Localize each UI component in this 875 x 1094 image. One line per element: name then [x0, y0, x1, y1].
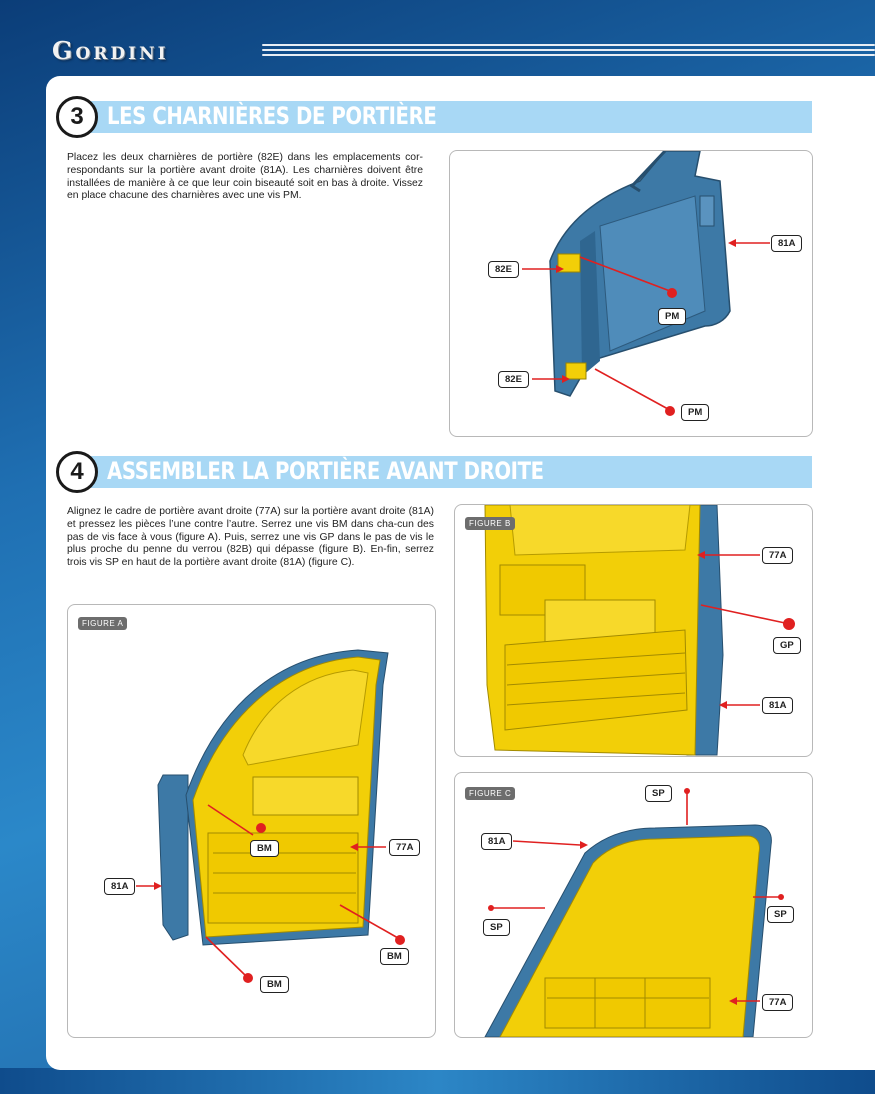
callout-BM-top: BM — [250, 840, 279, 857]
callout-77A-figA: 77A — [389, 839, 420, 856]
header-rule — [262, 44, 875, 58]
callout-GP: GP — [773, 637, 801, 654]
bottom-band — [0, 1068, 875, 1094]
callout-81A-figB: 81A — [762, 697, 793, 714]
callout-BM-bottom: BM — [260, 976, 289, 993]
callout-SP-top: SP — [645, 785, 672, 802]
callout-82E-bottom: 82E — [498, 371, 529, 388]
step4-title: ASSEMBLER LA PORTIÈRE AVANT DROITE — [107, 457, 544, 485]
step3-illustration — [449, 150, 813, 437]
figure-c — [454, 772, 813, 1038]
figure-a-tag: FIGURE A — [78, 617, 127, 630]
callout-PM-top: PM — [658, 308, 686, 325]
step3-instructions: Placez les deux charnières de portière (82E) dans les emplacements cor-respondants sur la portière avant droite (81A). Les charnières doivent être installées de manière à ce que leur coin biseauté soit en bas à droite. Vissez en place chacune des charnières avec une vis PM. — [67, 152, 423, 202]
step3-title: LES CHARNIÈRES DE PORTIÈRE — [107, 102, 437, 130]
callout-81A: 81A — [771, 235, 802, 252]
step4-instructions: Alignez le cadre de portière avant droite (77A) sur la portière avant droite (81A) et pressez les pièces l’une contre l’autre. Serrez une vis BM dans cha-cun des pas de vis face à vous (figure A). Puis, serrez une vis GP dans le pas de vis le plus proche du penne du verrou (82B) qui dépasse (figure B). En-fin, serrez trois vis SP en haut de la portière avant droite (81A) (figure C). — [67, 506, 434, 569]
figure-b-tag: FIGURE B — [465, 517, 515, 530]
callout-81A-figC: 81A — [481, 833, 512, 850]
figure-c-tag: FIGURE C — [465, 787, 515, 800]
step4-number: 4 — [56, 451, 98, 493]
figure-c-drawing — [455, 773, 812, 1037]
callout-77A-figC: 77A — [762, 994, 793, 1011]
callout-82E-top: 82E — [488, 261, 519, 278]
callout-SP-left: SP — [483, 919, 510, 936]
callout-BM-right: BM — [380, 948, 409, 965]
step3-number: 3 — [56, 96, 98, 138]
callout-81A-figA: 81A — [104, 878, 135, 895]
callout-SP-right: SP — [767, 906, 794, 923]
brand-logo: Gordini — [52, 36, 169, 65]
figure-b-drawing — [455, 505, 812, 756]
figure-b — [454, 504, 813, 757]
door-hinge-drawing — [450, 151, 812, 436]
callout-PM-bottom: PM — [681, 404, 709, 421]
callout-77A-figB: 77A — [762, 547, 793, 564]
figure-a-drawing — [68, 605, 435, 1037]
figure-a — [67, 604, 436, 1038]
